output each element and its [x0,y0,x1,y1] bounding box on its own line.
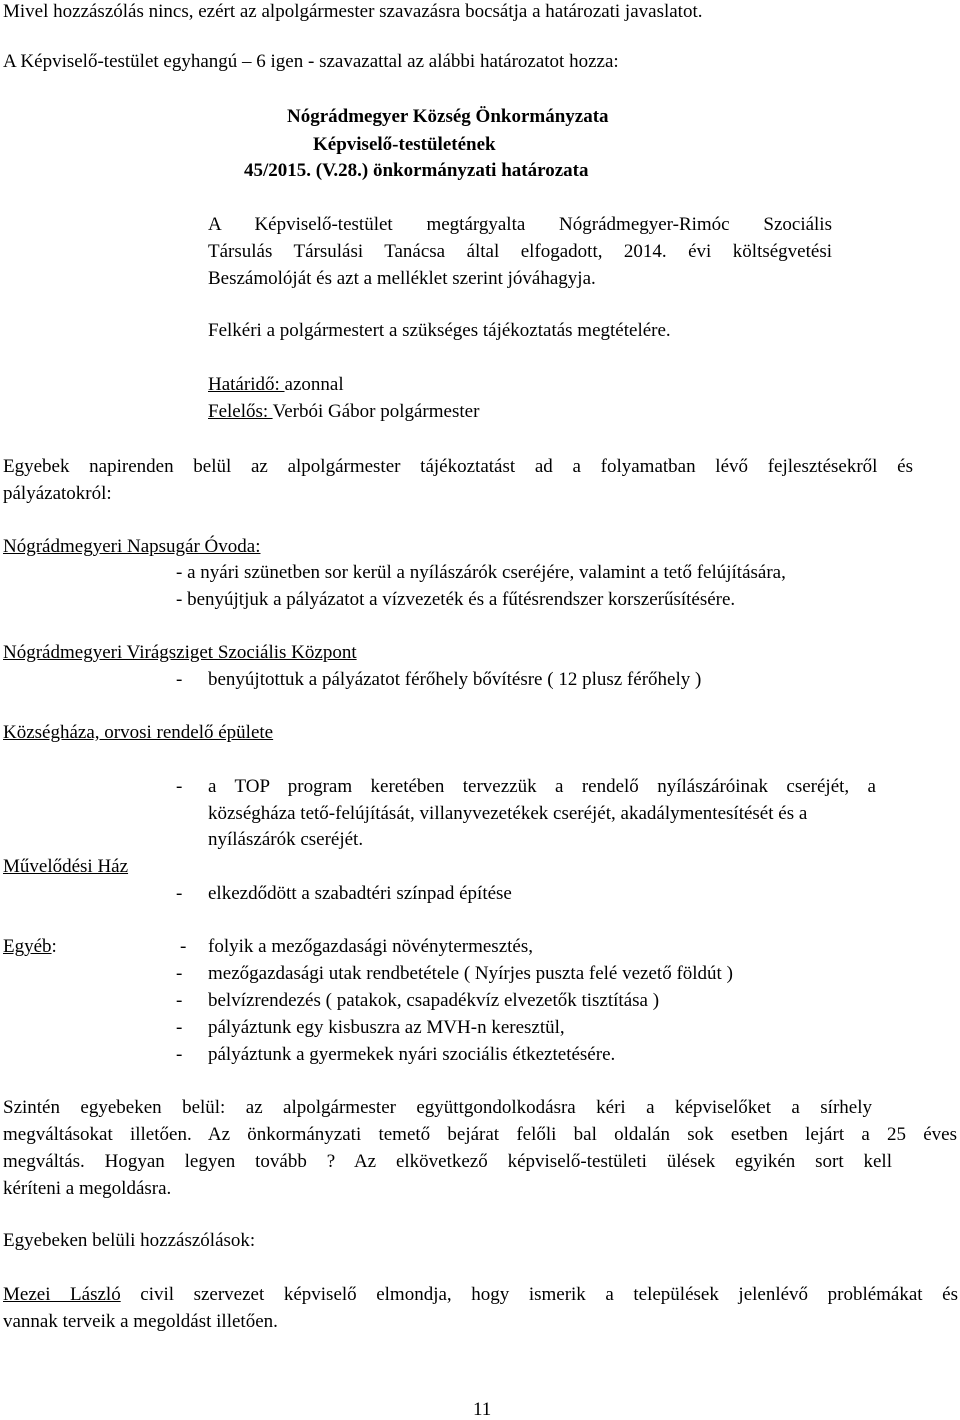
kozseghaza-line-1: a TOP program keretében tervezzük a rendelő nyílászáróinak cseréjét, a [208,776,876,797]
egyeb-dash-3: - [176,990,183,1011]
egyeb-colon: : [51,936,57,957]
kozseghaza-line-3: nyílászárók cseréjét. [208,829,364,850]
intro-line-1: Mivel hozzászólás nincs, ezért az alpolgármester szavazásra bocsátja a határozati javaslatot. [3,1,703,22]
kozseghaza-dash: - [176,776,183,797]
other-line-2: pályázatokról: [3,483,112,504]
comments-line-1 [3,1285,958,1304]
resolution-title-3: 45/2015. (V.28.) önkormányzati határozata [244,160,589,181]
egyeb-item-2: mezőgazdasági utak rendbetétele ( Nyírjes puszta felé vezető földút ) [208,963,733,984]
resolution-body-line-1: A Képviselő-testület megtárgyalta Nógrádmegyer-Rimóc Szociális [208,214,832,235]
intro-line-2: A Képviselő-testület egyhangú – 6 igen - szavazattal az alábbi határozatot hozza: [3,51,619,72]
cemetery-line-3: megváltás. Hogyan legyen tovább ? Az elkövetkező képviselő-testületi ülések egyikén sort kell [3,1151,892,1172]
cemetery-line-4: kéríteni a megoldásra. [3,1178,172,1199]
deadline-label: Határidő: [208,374,285,395]
napsugar-item-2: - benyújtjuk a pályázatot a vízvezeték és a fűtésrendszer korszerűsítésére. [176,589,736,610]
responsible-label: Felelős: [208,401,273,422]
resolution-title-2: Képviselő-testületének [313,134,496,155]
responsible-row [208,402,479,421]
deadline-row [208,375,344,394]
cemetery-line-1: Szintén egyebeken belül: az alpolgármester együttgondolkodásra kéri a képviselőket a sírhely [3,1097,872,1118]
resolution-title-1: Nógrádmegyer Község Önkormányzata [287,106,609,127]
kozseghaza-line-2: községháza tető-felújítását, villanyvezetékek cseréjét, akadálymentesítését és a [208,803,808,824]
responsible-value: Verbói Gábor polgármester [272,401,480,422]
resolution-request: Felkéri a polgármestert a szükséges tájékoztatás megtételére. [208,320,671,341]
egyeb-item-4: pályáztunk egy kisbuszra az MVH-n keresztül, [208,1017,565,1038]
egyeb-item-3: belvízrendezés ( patakok, csapadékvíz elvezetők tisztítása ) [208,990,660,1011]
comments-line-2: vannak terveik a megoldást illetően. [3,1311,278,1332]
page-number: 11 [473,1399,492,1420]
egyeb-heading-row [3,937,57,956]
comments-heading: Egyebeken belüli hozzászólások: [3,1230,256,1251]
egyeb-item-5: pályáztunk a gyermekek nyári szociális étkeztetésére. [208,1044,616,1065]
viragsziget-item: benyújtottuk a pályázatot férőhely bővítésre ( 12 plusz férőhely ) [208,669,702,690]
egyeb-dash-2: - [176,963,183,984]
muvelodesi-heading: Művelődési Ház [3,856,129,877]
egyeb-dash-4: - [176,1017,183,1038]
comments-line-1-rest: civil szervezet képviselő elmondja, hogy ismerik a települések jelenlévő problémákat és [120,1284,958,1305]
egyeb-dash-5: - [176,1044,183,1065]
egyeb-item-1: folyik a mezőgazdasági növénytermesztés, [208,936,533,957]
kozseghaza-heading: Községháza, orvosi rendelő épülete [3,722,274,743]
napsugar-heading: Nógrádmegyeri Napsugár Óvoda: [3,536,261,557]
muvelodesi-dash: - [176,883,183,904]
napsugar-item-1: - a nyári szünetben sor kerül a nyílászárók cseréjére, valamint a tető felújítására, [176,562,786,583]
viragsziget-heading: Nógrádmegyeri Virágsziget Szociális Központ [3,642,357,663]
muvelodesi-item: elkezdődött a szabadtéri színpad építése [208,883,512,904]
deadline-value: azonnal [284,374,344,395]
commenter-name: Mezei László [3,1284,121,1305]
cemetery-line-2: megváltásokat illetően. Az önkormányzati temető bejárat felőli bal oldalán sok esetben lejárt a 25 éves [3,1124,957,1145]
resolution-body-line-3: Beszámolóját és azt a melléklet szerint jóváhagyja. [208,268,596,289]
egyeb-dash-1: - [180,936,187,957]
resolution-body-line-2: Társulás Társulási Tanácsa által elfogadott, 2014. évi költségvetési [208,241,832,262]
viragsziget-dash: - [176,669,183,690]
other-line-1: Egyebek napirenden belül az alpolgármester tájékoztatást ad a folyamatban lévő fejlesztésekről és [3,456,913,477]
egyeb-heading: Egyéb [3,936,52,957]
